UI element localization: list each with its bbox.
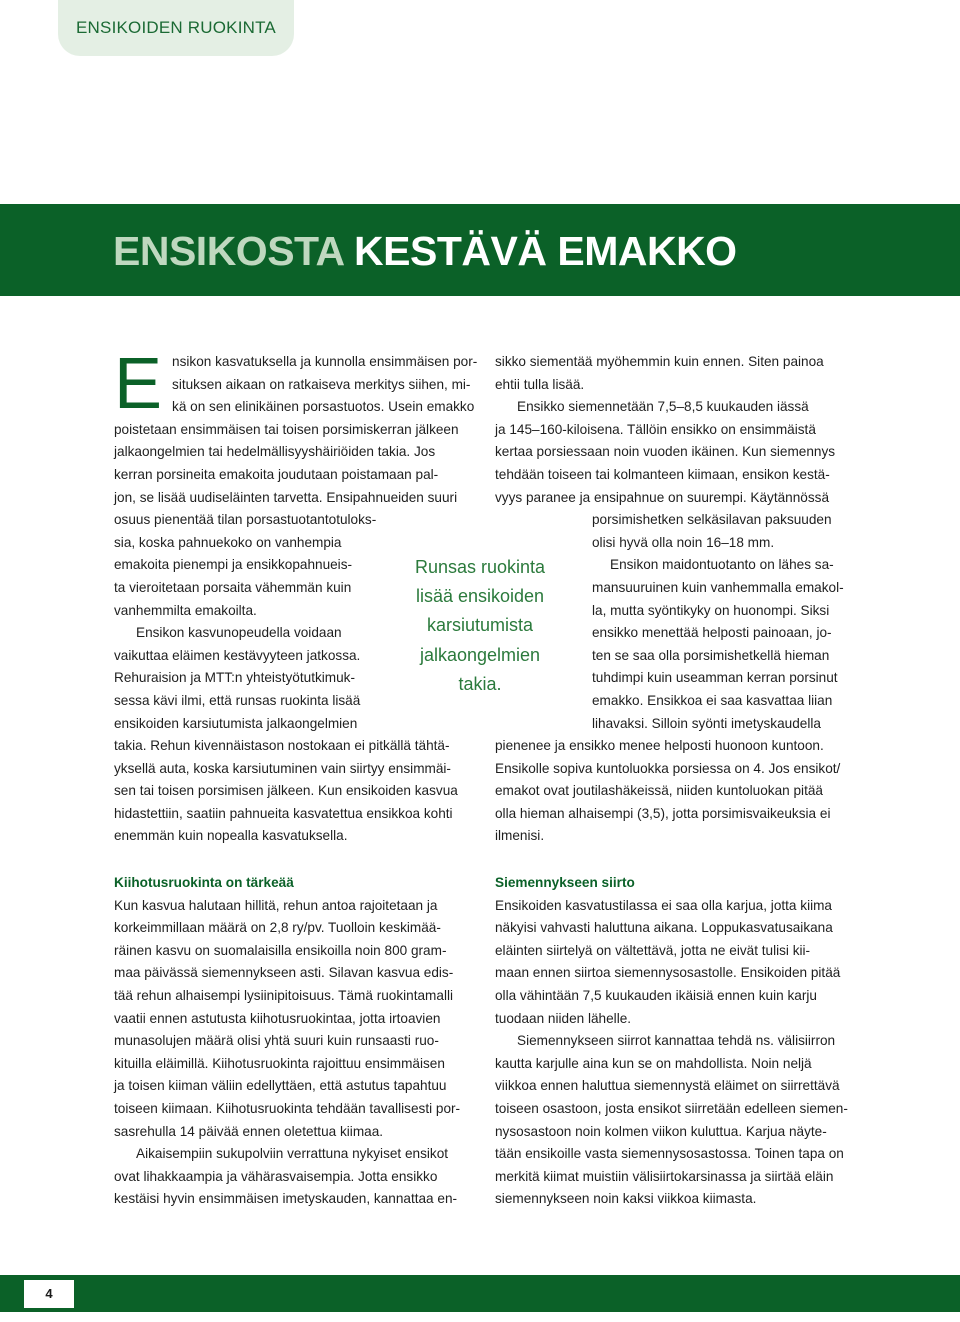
text-line: näkyisi vahvasti haluttuna aikana. Loppukasvatusaikana bbox=[495, 920, 833, 936]
text-line: toiseen osastoon, josta ensikot siirretään edelleen siemen- bbox=[495, 1100, 848, 1116]
text-line: kituilla eläimillä. Kiihotusruokinta rajoittuu ensimmäisen bbox=[114, 1055, 445, 1071]
text-line: räinen kasvu on suomalaisilla ensikoilla noin 800 gram- bbox=[114, 942, 447, 958]
text-line: Ensikon maidontuotanto on lähes sa- bbox=[610, 557, 834, 573]
text-line: kautta karjulle aina kun se on mahdollista. Noin neljä bbox=[495, 1055, 812, 1071]
text-line: toiseen kiimaan. Kiihotusruokinta tehdään tavallisesti por- bbox=[114, 1100, 461, 1116]
section-paragraph-1 bbox=[114, 895, 466, 1144]
text-line: emakoita pienempi ja ensikkopahnueis- bbox=[114, 557, 353, 573]
right-paragraph-2 bbox=[495, 396, 847, 554]
text-line: Siemennykseen siirrot kannattaa tehdä ns. välisiirron bbox=[517, 1033, 836, 1049]
text-line: yksellä auta, koska karsiutuminen vain siirtyy ensimmäi- bbox=[114, 760, 451, 776]
quote-line: karsiutumista bbox=[426, 615, 534, 636]
text-line: emakko. Ensikkoa ei saa kasvattaa liian bbox=[592, 692, 833, 708]
title-part-1: ENSIKOSTA bbox=[113, 228, 344, 274]
section-paragraph-1 bbox=[495, 895, 847, 1031]
text-line: osuus pienentää tilan porsastuotantotuloks- bbox=[114, 512, 377, 528]
text-line: ten se saa olla porsimishetkellä hieman bbox=[592, 647, 830, 663]
text-line: sen tai toisen porsimisen jälkeen. Kun ensikoiden kasvua bbox=[114, 783, 458, 799]
footer-band bbox=[0, 1275, 960, 1312]
text-line: ilmenisi. bbox=[495, 828, 545, 844]
text-line: jon, se lisää uudiseläinten tarvetta. Ensipahnueiden suuri bbox=[114, 489, 458, 505]
text-line: olisi hyvä olla noin 16–18 mm. bbox=[592, 534, 775, 550]
title-band bbox=[0, 204, 960, 296]
text-line: Ensikolle sopiva kuntoluokka porsiessa on 4. Jos ensikot/ bbox=[495, 760, 841, 776]
text-line: ja toisen kiiman väliin edellyttäen, että astutus tapahtuu bbox=[114, 1078, 447, 1094]
right-paragraph-1 bbox=[495, 351, 847, 396]
text-line: tää rehun alhaisempi lysiinipitoisuus. Tämä ruokintamalli bbox=[114, 987, 454, 1003]
text-line: munasolujen määrä olisi yhtä suuri kuin runsaasti ruo- bbox=[114, 1033, 439, 1049]
text-line: pienenee ja ensikko menee helposti huonoon kuntoon. bbox=[495, 738, 824, 754]
text-line: sessa kävi ilmi, että runsas ruokinta lisää bbox=[114, 692, 361, 708]
text-line: poistetaan ensimmäisen tai toisen porsimiskerran jälkeen bbox=[114, 421, 459, 437]
text-line: lihavaksi. Silloin syönti imetyskaudella bbox=[592, 715, 821, 731]
text-line: Kun kasvua halutaan hillitä, rehun antoa rajoitetaan ja bbox=[114, 897, 438, 913]
text-line: jalkaongelmien tai hedelmällisyyshäiriöiden takia. Jos bbox=[114, 444, 436, 460]
text-line: maan ennen siirtoa siemennysosastolle. Ensikoiden pitää bbox=[495, 965, 841, 981]
page-number: 4 bbox=[24, 1280, 74, 1308]
text-line: Ensikoiden kasvatustilassa ei saa olla karjua, jotta kiima bbox=[495, 897, 832, 913]
text-line: tuhdimpi kuin useamman kerran porsinut bbox=[592, 670, 838, 686]
text-line: ensikko menettää helposti painoaan, jo- bbox=[592, 625, 832, 641]
text-line: vanhemmilta emakoilta. bbox=[114, 602, 257, 618]
text-line: la, mutta syöntikyky on huonompi. Siksi bbox=[592, 602, 830, 618]
text-line: nysosastoon noin kolmen viikon kuluttua. Karjua näyte- bbox=[495, 1123, 827, 1139]
text-line: kestäisi hyvin ensimmäisen imetyskauden, kannattaa en- bbox=[114, 1191, 458, 1207]
text-line: korkeimmillaan määrä on 2,8 ry/pv. Tuolloin keskimää- bbox=[114, 920, 441, 936]
text-line: takia. Rehun kivennäistason nostokaan ei pitkällä tähtä- bbox=[114, 738, 450, 754]
text-line: sikko siementää myöhemmin kuin ennen. Siten painoa bbox=[495, 354, 824, 369]
text-line: viikkoa ennen haluttua siemennystä eläimet on siirrettävä bbox=[495, 1078, 840, 1094]
text-line: tuodaan niiden lähelle. bbox=[495, 1010, 632, 1026]
text-line: sia, koska pahnuekoko on vanhempia bbox=[114, 534, 342, 550]
title-part-2: KESTÄVÄ EMAKKO bbox=[354, 228, 737, 274]
quote-line: lisää ensikoiden bbox=[415, 586, 545, 607]
section-tab: ENSIKOIDEN RUOKINTA bbox=[58, 0, 294, 56]
text-line: ja 145–160-kiloisena. Tällöin ensikko on ensimmäistä bbox=[495, 421, 816, 437]
text-line: olla vähintään 7,5 kuukauden ikäisiä ennen kuin karju bbox=[495, 987, 817, 1003]
text-line: ta vieroitetaan porsaita vähemmän kuin bbox=[114, 579, 352, 595]
text-line: porsimishetken selkäsilavan paksuuden bbox=[592, 512, 832, 528]
text-line: vaikuttaa eläimen kestävyyteen jatkossa. bbox=[114, 647, 361, 663]
text-line: nsikon kasvatuksella ja kunnolla ensimmäisen por- bbox=[172, 354, 478, 369]
text-line: Ensikko siemennetään 7,5–8,5 kuukauden iässä bbox=[517, 399, 809, 415]
section-paragraph-2 bbox=[114, 1143, 466, 1211]
text-line: kerran porsineita emakoita joudutaan poistamaan pal- bbox=[114, 466, 439, 482]
text-line: olla hieman alhaisempi (3,5), jotta porsimisvaikeuksia ei bbox=[495, 805, 831, 821]
text-line: Rehuraision ja MTT:n yhteistyötutkimuk- bbox=[114, 670, 355, 686]
text-line: eläinten siirtelyä on vältettävä, jotta ne eivät tulisi kii- bbox=[495, 942, 811, 958]
dropcap: E bbox=[114, 344, 163, 424]
quote-line: jalkaongelmien bbox=[419, 644, 541, 665]
text-line: tään ensikoille vasta siemennysosastossa. Toinen tapa on bbox=[495, 1146, 844, 1162]
text-line: mansuuruinen kuin vanhemmalla emakol- bbox=[592, 579, 844, 595]
text-line: situksen aikaan on ratkaiseva merkitys siihen, mi- bbox=[172, 376, 471, 392]
right-paragraph-3 bbox=[495, 554, 847, 848]
quote-line: Runsas ruokinta bbox=[414, 557, 546, 577]
text-line: siemennykseen noin kaksi viikkoa kiimasta. bbox=[495, 1191, 757, 1207]
text-line: Aikaisempiin sukupolviin verrattuna nykyiset ensikot bbox=[136, 1146, 449, 1162]
section-kiihotusruokinta bbox=[114, 872, 466, 1211]
right-column bbox=[495, 351, 847, 848]
quote-line: takia. bbox=[458, 673, 502, 694]
text-line: ensikoiden karsiutumista jalkaongelmien bbox=[114, 715, 358, 731]
text-line: maa päivässä siemennykseen asti. Silavan kasvua edis- bbox=[114, 965, 454, 981]
text-line: ehtii tulla lisää. bbox=[495, 376, 585, 392]
text-line: hidastettiin, saatiin pahnueita kasvatettua ensikkoa kohti bbox=[114, 805, 453, 821]
text-line: vaatii ennen astutusta kiihotusruokintaa, jotta irtoavien bbox=[114, 1010, 441, 1026]
text-line: emakot ovat joutilashäkeissä, niiden kuntoluokan pitää bbox=[495, 783, 823, 799]
page-title bbox=[113, 228, 737, 274]
text-line: tehdään toiseen tai kolmanteen kiimaan, ensikon kestä- bbox=[495, 466, 830, 482]
section-heading: Siemennykseen siirto bbox=[495, 875, 635, 890]
text-line: sasrehulla 14 päivää ennen oletettua kiimaa. bbox=[114, 1123, 384, 1139]
section-paragraph-2 bbox=[495, 1030, 847, 1211]
text-line: enemmän kuin nopealla kasvatuksella. bbox=[114, 828, 348, 844]
text-line: ovat lihakkaampia ja vähärasvaisempia. Jotta ensikko bbox=[114, 1168, 438, 1184]
section-heading: Kiihotusruokinta on tärkeää bbox=[114, 875, 294, 890]
text-line: kertaa porsiessaan noin vuoden ikäinen. Kun siemennys bbox=[495, 444, 836, 460]
text-line: vyys paranee ja ensipahnue on suurempi. Käytännössä bbox=[495, 489, 830, 505]
section-siemennykseen-siirto bbox=[495, 872, 847, 1211]
text-line: Ensikon kasvunopeudella voidaan bbox=[136, 625, 342, 641]
text-line: kä on sen elinikäinen porsastuotos. Usein emakko bbox=[172, 399, 475, 415]
text-line: merkitä kiimat muistiin välisiirtokarsinassa ja siirtää eläin bbox=[495, 1168, 834, 1184]
